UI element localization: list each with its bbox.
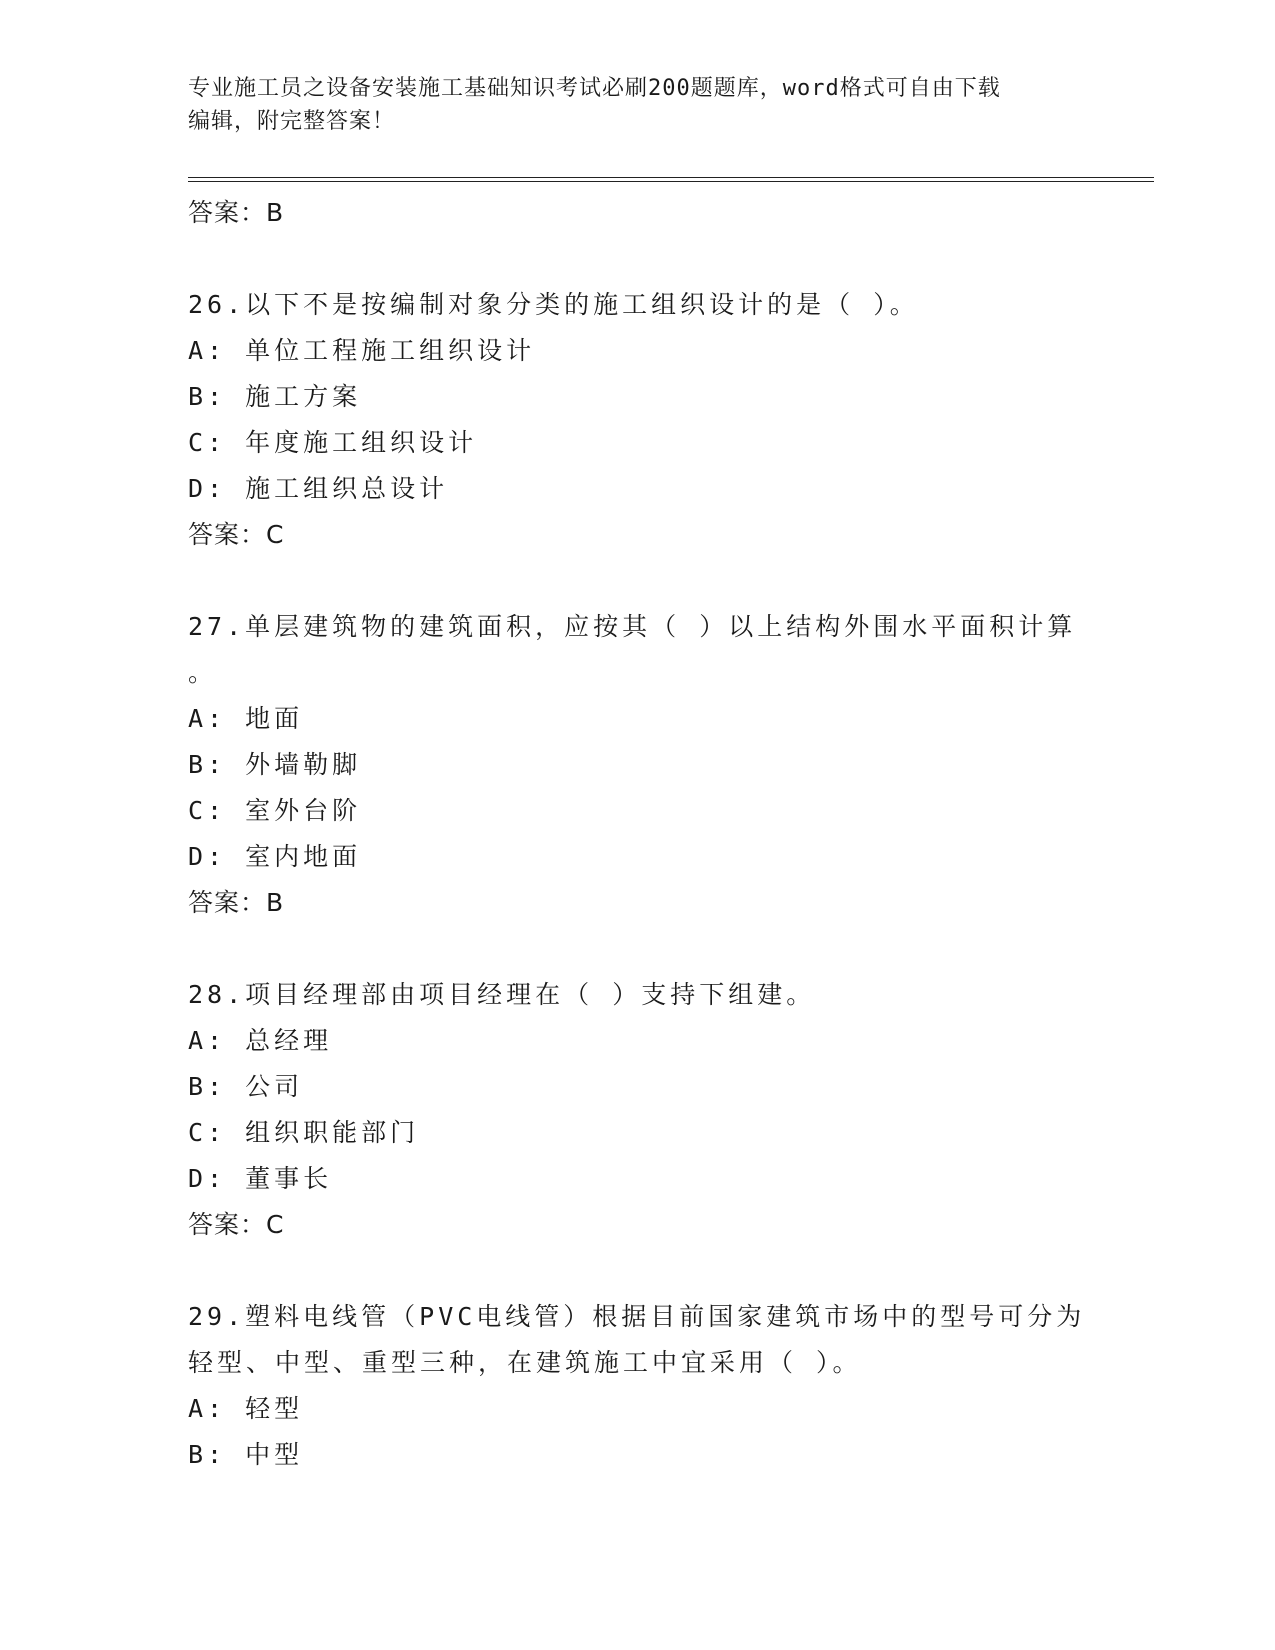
question-29-option-a: A: 轻型 — [188, 1394, 304, 1423]
question-26-option-c: C: 年度施工组织设计 — [188, 428, 478, 457]
question-27-text: 27.单层建筑物的建筑面积，应按其（ ）以上结构外围水平面积计算 — [188, 612, 1077, 641]
question-26-option-d: D: 施工组织总设计 — [188, 474, 449, 503]
spacer — [188, 1248, 1088, 1294]
spacer — [188, 926, 1088, 972]
question-29-text-cont: 轻型、中型、重型三种，在建筑施工中宜采用（ ）。 — [188, 1348, 862, 1377]
answer-25: 答案：B — [188, 198, 285, 227]
answer-28: 答案：C — [188, 1210, 285, 1239]
question-list — [188, 190, 1088, 1478]
question-27-option-c: C: 室外台阶 — [188, 796, 362, 825]
question-28-option-c: C: 组织职能部门 — [188, 1118, 420, 1147]
spacer — [188, 558, 1088, 604]
question-26-text: 26.以下不是按编制对象分类的施工组织设计的是（ ）。 — [188, 290, 919, 319]
header-line-2: 编辑，附完整答案！ — [188, 109, 396, 134]
question-28-option-b: B: 公司 — [188, 1072, 304, 1101]
question-29-text: 29.塑料电线管（PVC电线管）根据目前国家建筑市场中的型号可分为 — [188, 1302, 1086, 1331]
question-29-option-b: B: 中型 — [188, 1440, 304, 1469]
header-divider-top — [188, 177, 1154, 178]
question-27-text-cont: 。 — [188, 658, 218, 687]
question-28-option-a: A: 总经理 — [188, 1026, 333, 1055]
question-26-option-b: B: 施工方案 — [188, 382, 362, 411]
question-block-29 — [188, 1294, 1088, 1478]
header-divider-bottom — [188, 181, 1154, 182]
question-block-26 — [188, 282, 1088, 558]
question-26-option-a: A: 单位工程施工组织设计 — [188, 336, 536, 365]
question-block-27 — [188, 604, 1088, 926]
header-line-1: 专业施工员之设备安装施工基础知识考试必刷200题题库，word格式可自由下载 — [188, 76, 1001, 101]
page-header — [188, 72, 1068, 138]
answer-27: 答案：B — [188, 888, 285, 917]
question-27-option-b: B: 外墙勒脚 — [188, 750, 362, 779]
spacer — [188, 236, 1088, 282]
answer-26: 答案：C — [188, 520, 285, 549]
question-28-text: 28.项目经理部由项目经理在（ ）支持下组建。 — [188, 980, 816, 1009]
question-27-option-d: D: 室内地面 — [188, 842, 362, 871]
question-block-28 — [188, 972, 1088, 1248]
question-27-option-a: A: 地面 — [188, 704, 304, 733]
question-28-option-d: D: 董事长 — [188, 1164, 333, 1193]
